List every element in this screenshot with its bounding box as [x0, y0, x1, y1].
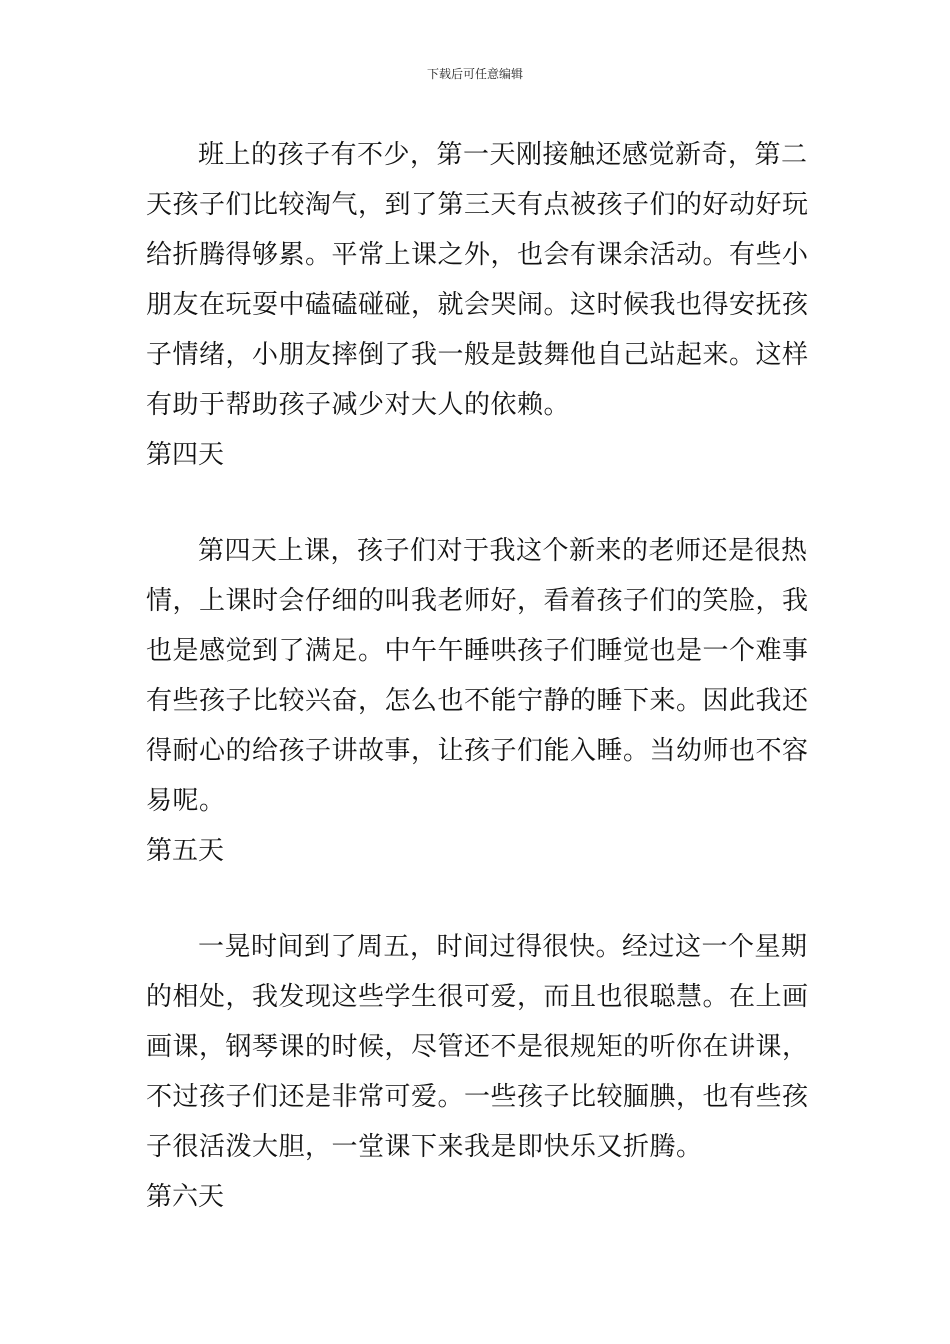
heading-day-5: 第五天 — [146, 836, 225, 866]
paragraph-day-4: 第四天上课，孩子们对于我这个新来的老师还是很热情，上课时会仔细的叫我老师好，看着孩子们的笑脸，我也是感觉到了满足。中午午睡哄孩子们睡觉也是一个难事有些孩子比较兴奋，怎么也不能宁静的睡下来。因此我还得耐心的给孩子讲故事，让孩子们能入睡。当幼师也不容易呢。 — [146, 536, 809, 816]
document-body — [146, 130, 810, 1222]
paragraph-day-5: 一晃时间到了周五，时间过得很快。经过这一个星期的相处，我发现这些学生很可爱，而且也很聪慧。在上画画课，钢琴课的时候，尽管还不是很规矩的听你在讲课，不过孩子们还是非常可爱。一些孩子比较腼腆，也有些孩子很活泼大胆，一堂课下来我是即快乐又折腾。 — [146, 932, 809, 1162]
section-gap — [146, 480, 810, 526]
section-gap — [146, 876, 810, 922]
heading-day-6: 第六天 — [146, 1182, 225, 1212]
paragraph-day-3: 班上的孩子有不少，第一天刚接触还感觉新奇，第二天孩子们比较淘气，到了第三天有点被孩子们的好动好玩给折腾得够累。平常上课之外，也会有课余活动。有些小朋友在玩耍中磕磕碰碰，就会哭闹。这时候我也得安抚孩子情绪，小朋友摔倒了我一般是鼓舞他自己站起来。这样有助于帮助孩子减少对大人的依赖。 — [146, 140, 809, 420]
heading-day-4: 第四天 — [146, 440, 225, 470]
page-header-note: 下载后可任意编辑 — [426, 67, 523, 81]
